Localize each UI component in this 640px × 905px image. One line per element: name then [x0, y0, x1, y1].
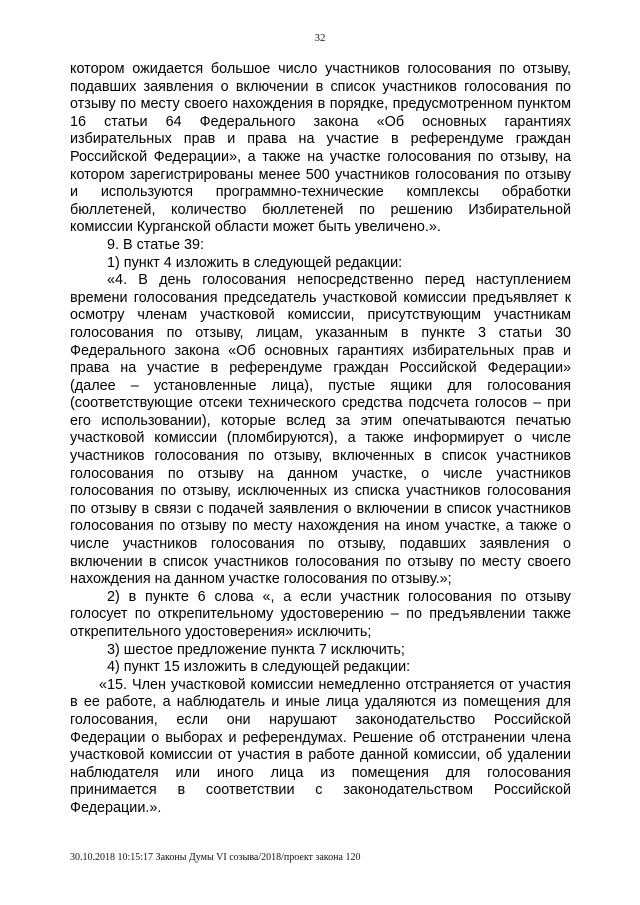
paragraph-clause-15: «15. Член участковой комиссии немедленно отстраняется от участия в ее работе, а наблюдатель и иные лица удаляются из помещения для голосования, если они нарушают законодательство Российской Федерации о выборах и референдумах. Решение об отстранении члена участковой комиссии от участия в работе данной комиссии, об удалении наблюдателя или иного лица из помещения для голосования принимается в соответствии с законодательством Российской Федерации.». — [70, 676, 571, 816]
paragraph-item-1: 1) пункт 4 изложить в следующей редакции: — [107, 254, 403, 271]
document-footer: 30.10.2018 10:15:17 Законы Думы VI созыва/2018/проект закона 120 — [70, 852, 361, 863]
paragraph-article-39: 9. В статье 39: — [107, 236, 205, 253]
paragraph-item-3: 3) шестое предложение пункта 7 исключить; — [107, 641, 405, 658]
paragraph-continuation: котором ожидается большое число участников голосования по отзыву, подавших заявления о включении в список участников голосования по отзыву по месту своего нахождения в порядке, предусмотренном пунктом 16 статьи 64 Федерального закона «Об основных гарантиях избирательных прав и права на участие в референдуме граждан Российской Федерации», а также на участке голосования по отзыву, на котором зарегистрированы менее 500 участников голосования по отзыву и используются программно-технические комплексы обработки бюллетеней, количество бюллетеней по решению Избирательной комиссии Курганской области может быть увеличено.». — [70, 61, 571, 236]
page-number: 32 — [314, 32, 326, 44]
paragraph-item-4: 4) пункт 15 изложить в следующей редакции: — [107, 659, 411, 676]
document-body — [70, 61, 571, 818]
paragraph-item-2: 2) в пункте 6 слова «, а если участник голосования по отзыву голосует по открепительному удостоверению – по предъявлении также открепительного удостоверения» исключить; — [70, 588, 571, 640]
paragraph-clause-4: «4. В день голосования непосредственно перед наступлением времени голосования председатель участковой комиссии предъявляет к осмотру членам участковой комиссии, присутствующим участникам голосования по отзыву, лицам, указанным в пункте 3 статьи 30 Федерального закона «Об основных гарантиях избирательных прав и права на участие в референдуме граждан Российской Федерации» (далее – установленные лица), пустые ящики для голосования (соответствующие отсеки технического средства подсчета голосов – при его использовании), которые вслед за этим опечатываются печатью участковой комиссии (пломбируются), а также информирует о числе участников голосования по отзыву, включенных в список участников голосования по отзыву на данном участке, о числе участников голосования по отзыву, исключенных из списка участников голосования по отзыву в связи с подачей заявления о включении в список участников голосования по отзыву по месту нахождения на ином участке, а также о числе участников голосования по отзыву, подавших заявления о включении в список участников голосования по отзыву по месту своего нахождения на данном участке голосования по отзыву.»; — [70, 272, 571, 588]
